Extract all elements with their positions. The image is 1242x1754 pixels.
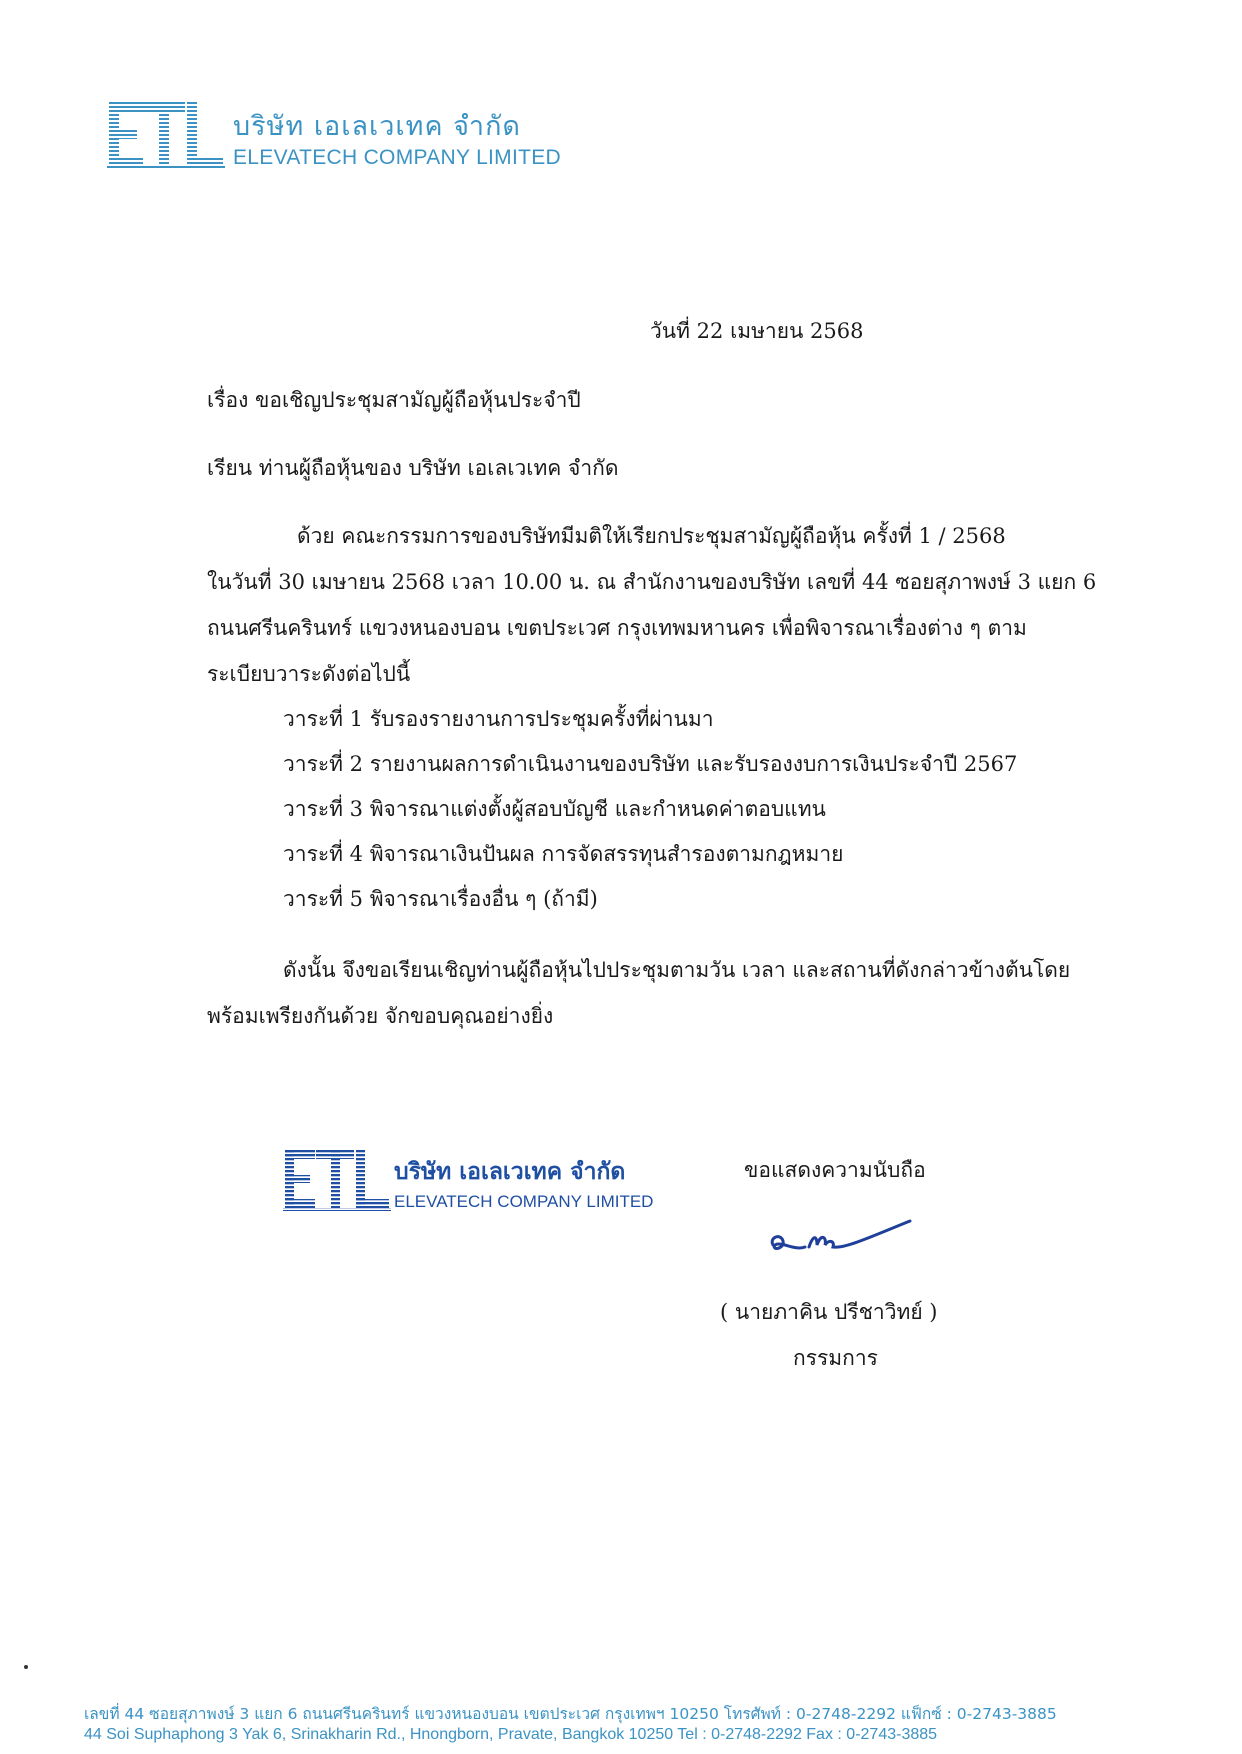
intro-line-3: ถนนศรีนครินทร์ แขวงหนองบอน เขตประเวศ กรุงเทพมหานคร เพื่อพิจารณาเรื่องต่าง ๆ ตาม (207, 616, 1027, 640)
closing-line-1: ดังนั้น จึงขอเรียนเชิญท่านผู้ถือหุ้นไปประชุมตามวัน เวลา และสถานที่ดังกล่าวข้างต้นโดย (283, 958, 1071, 982)
company-stamp-logo-icon (283, 1146, 393, 1214)
header-company-name-en: ELEVATECH COMPANY LIMITED (233, 146, 562, 169)
stamp-company-name-th: บริษัท เอเลเวเทค จำกัด (394, 1159, 626, 1185)
intro-line-2: ในวันที่ 30 เมษายน 2568 เวลา 10.00 น. ณ สำนักงานของบริษัท เลขที่ 44 ซอยสุภาพงษ์ 3 แยก 6 (207, 570, 1097, 594)
signature-regards: ขอแสดงความนับถือ (744, 1158, 926, 1182)
handwritten-signature-icon (765, 1215, 915, 1265)
agenda-item-3: วาระที่ 3 พิจารณาแต่งตั้งผู้สอบบัญชี และกำหนดค่าตอบแทน (283, 797, 826, 821)
company-logo-icon (107, 98, 227, 172)
intro-line-1: ด้วย คณะกรรมการของบริษัทมีมติให้เรียกประชุมสามัญผู้ถือหุ้น ครั้งที่ 1 / 2568 (297, 524, 1006, 548)
agenda-item-1: วาระที่ 1 รับรองรายงานการประชุมครั้งที่ผ่านมา (283, 707, 714, 731)
signatory-name: ( นายภาคิน ปรีชาวิทย์ ) (720, 1300, 938, 1324)
footer-address-th: เลขที่ 44 ซอยสุภาพงษ์ 3 แยก 6 ถนนศรีนครินทร์ แขวงหนองบอน เขตประเวศ กรุงเทพฯ 10250 โทรศัพท์ : 0-2748-2292 แฟ็กซ์ : 0-2743-3885 (84, 1705, 1057, 1723)
agenda-item-5: วาระที่ 5 พิจารณาเรื่องอื่น ๆ (ถ้ามี) (283, 887, 598, 911)
signatory-title: กรรมการ (793, 1346, 878, 1370)
letter-addressee: เรียน ท่านผู้ถือหุ้นของ บริษัท เอเลเวเทค จำกัด (207, 456, 619, 480)
agenda-item-4: วาระที่ 4 พิจารณาเงินปันผล การจัดสรรทุนสำรองตามกฎหมาย (283, 842, 844, 866)
letter-subject: เรื่อง ขอเชิญประชุมสามัญผู้ถือหุ้นประจำปี (207, 388, 581, 412)
header-company-name-th: บริษัท เอเลเวเทค จำกัด (233, 111, 521, 142)
footer-address-en: 44 Soi Suphaphong 3 Yak 6, Srinakharin Rd., Hnongborn, Pravate, Bangkok 10250 Tel : 0-2748-2292 Fax : 0-2743-3885 (84, 1726, 938, 1743)
agenda-item-2: วาระที่ 2 รายงานผลการดำเนินงานของบริษัท และรับรองงบการเงินประจำปี 2567 (283, 752, 1018, 776)
intro-line-4: ระเบียบวาระดังต่อไปนี้ (207, 662, 411, 686)
letter-date: วันที่ 22 เมษายน 2568 (650, 319, 864, 343)
stamp-company-name-en: ELEVATECH COMPANY LIMITED (394, 1192, 654, 1211)
closing-line-2: พร้อมเพรียงกันด้วย จักขอบคุณอย่างยิ่ง (207, 1004, 554, 1028)
margin-dot (24, 1665, 28, 1669)
